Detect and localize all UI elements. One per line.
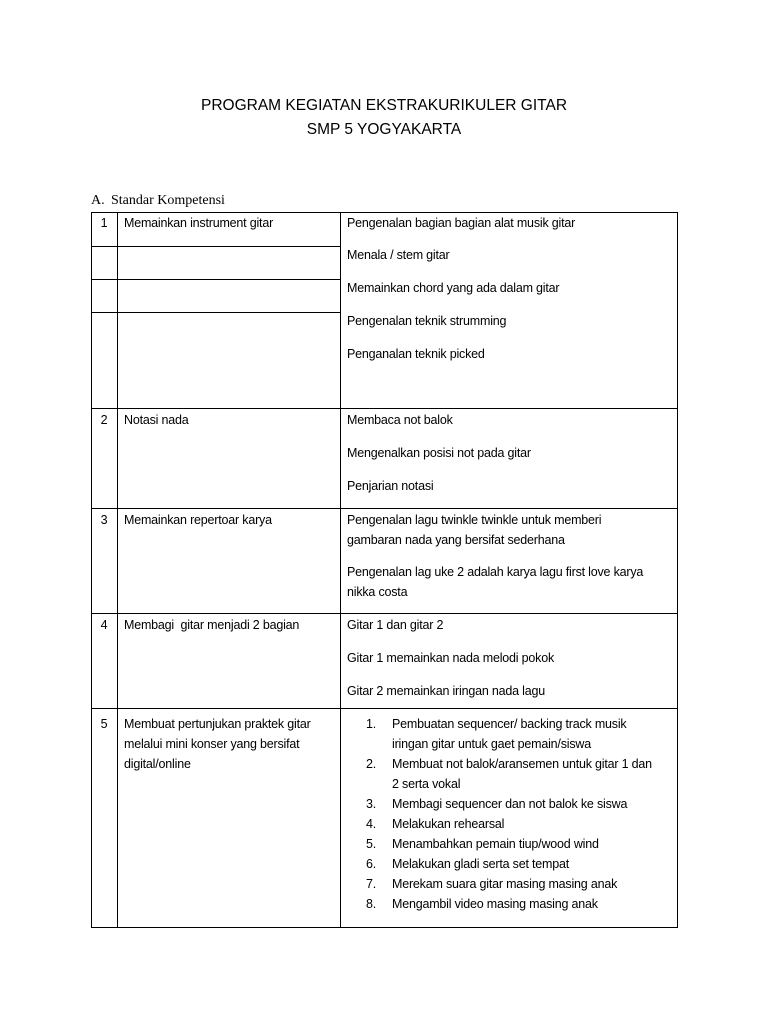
- list-item-text: Membagi sequencer dan not balok ke siswa: [392, 797, 628, 811]
- list-item-text: Melakukan rehearsal: [392, 817, 505, 831]
- row-divider: [91, 708, 678, 709]
- list-item: [340, 714, 677, 754]
- competency-text: Memainkan instrument gitar: [124, 216, 274, 230]
- list-item-number: 5.: [366, 837, 377, 851]
- detail-item: Membaca not balok: [347, 413, 453, 427]
- detail-item: Pengenalan lagu twinkle twinkle untuk memberi: [347, 513, 602, 527]
- detail-item: Penjarian notasi: [347, 479, 434, 493]
- list-item-number: 3.: [366, 797, 377, 811]
- competency-text: digital/online: [124, 757, 191, 771]
- row-number: 1: [100, 216, 108, 230]
- list-item-number: 2.: [366, 757, 377, 771]
- list-item-text: Merekam suara gitar masing masing anak: [392, 877, 618, 891]
- list-item-number: 1.: [366, 717, 377, 731]
- document-title: PROGRAM KEGIATAN EKSTRAKURIKULER GITAR: [200, 97, 568, 114]
- competency-text: Membuat pertunjukan praktek gitar: [124, 717, 311, 731]
- row-number: 5: [100, 717, 108, 731]
- activity-list: [340, 714, 677, 914]
- table-border-bottom: [91, 927, 678, 928]
- detail-item: Pengenalan bagian bagian alat musik gitar: [347, 216, 576, 230]
- row-divider: [91, 246, 341, 247]
- detail-item: Pengenalan lag uke 2 adalah karya lagu first love karya: [347, 565, 644, 579]
- row-divider: [91, 312, 341, 313]
- section-heading: [91, 192, 225, 210]
- detail-item: nikka costa: [347, 585, 408, 599]
- section-letter: A.: [91, 193, 105, 208]
- detail-item: Memainkan chord yang ada dalam gitar: [347, 281, 560, 295]
- row-number: 4: [100, 618, 108, 632]
- detail-item: Pengenalan teknik strumming: [347, 314, 507, 328]
- list-item: [340, 854, 677, 874]
- detail-item: Mengenalkan posisi not pada gitar: [347, 446, 531, 460]
- list-item-number: 7.: [366, 877, 377, 891]
- row-divider: [91, 279, 341, 280]
- row-divider: [91, 408, 678, 409]
- detail-item: gambaran nada yang bersifat sederhana: [347, 533, 565, 547]
- table-border-right: [677, 212, 678, 928]
- list-item-number: 4.: [366, 817, 377, 831]
- row-number: 3: [100, 513, 108, 527]
- competency-text: Memainkan repertoar karya: [124, 513, 272, 527]
- list-item-text: Pembuatan sequencer/ backing track musik: [392, 717, 627, 731]
- row-divider: [91, 613, 678, 614]
- list-item: [340, 894, 677, 914]
- detail-item: Penganalan teknik picked: [347, 347, 485, 361]
- detail-item: Gitar 1 dan gitar 2: [347, 618, 444, 632]
- list-item: [340, 794, 677, 814]
- list-item-text: 2 serta vokal: [392, 777, 461, 791]
- list-item: [340, 834, 677, 854]
- detail-item: Gitar 1 memainkan nada melodi pokok: [347, 651, 555, 665]
- list-item-number: 8.: [366, 897, 377, 911]
- list-item-number: 6.: [366, 857, 377, 871]
- competency-text: melalui mini konser yang bersifat: [124, 737, 300, 751]
- list-item: [340, 814, 677, 834]
- document-subtitle: SMP 5 YOGYAKARTA: [306, 121, 462, 138]
- list-item-text: iringan gitar untuk gaet pemain/siswa: [392, 737, 591, 751]
- row-divider: [91, 508, 678, 509]
- list-item-text: Menambahkan pemain tiup/wood wind: [392, 837, 599, 851]
- list-item-text: Membuat not balok/aransemen untuk gitar 1 dan: [392, 757, 652, 771]
- detail-item: Menala / stem gitar: [347, 248, 450, 262]
- column-divider: [117, 212, 118, 928]
- list-item: [340, 874, 677, 894]
- table-border-left: [91, 212, 92, 928]
- detail-item: Gitar 2 memainkan iringan nada lagu: [347, 684, 545, 698]
- list-item-text: Melakukan gladi serta set tempat: [392, 857, 570, 871]
- list-item: [340, 754, 677, 794]
- row-number: 2: [100, 413, 108, 427]
- list-item-text: Mengambil video masing masing anak: [392, 897, 598, 911]
- competency-text: Notasi nada: [124, 413, 189, 427]
- section-label: Standar Kompetensi: [111, 193, 225, 208]
- competency-text: Membagi gitar menjadi 2 bagian: [124, 618, 300, 632]
